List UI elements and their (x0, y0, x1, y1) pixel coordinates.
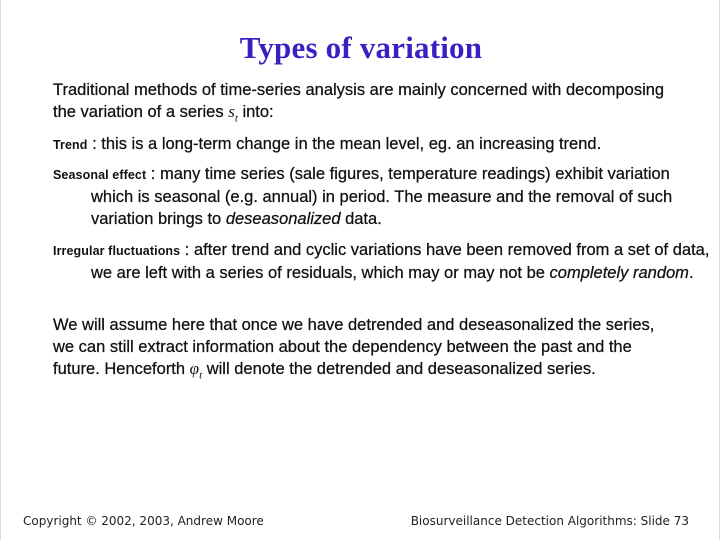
intro-text-before: Traditional methods of time-series analysis are mainly concerned with decomposing the variation of a series (53, 81, 665, 121)
item-trend (53, 133, 711, 156)
item-irregular-text: : after trend and cyclic variations have been removed from a set of data, we are left with a series of residuals, which may or may not be (91, 241, 710, 282)
term-irregular-fluctuations: Irregular fluctuations (53, 244, 181, 258)
intro-text-after: into: (237, 103, 274, 121)
item-irregular-text-end: . (688, 264, 694, 282)
closing-paragraph (53, 314, 673, 386)
item-irregular-fluctuations (53, 239, 711, 284)
footer-copyright: Copyright © 2002, 2003, Andrew Moore (23, 514, 264, 528)
item-seasonal-effect (53, 163, 711, 230)
term-seasonal-effect: Seasonal effect (53, 168, 147, 182)
closing-text-before: We will assume here that once we have detrended and deseasonalized the series, we can still extract information about the dependency between the past and the future. Henceforth (53, 316, 655, 378)
series-symbol-s: $s_t$ (228, 102, 238, 125)
series-symbol-phi: $\varphi_t$ (189, 359, 203, 382)
intro-paragraph (53, 79, 673, 129)
item-seasonal-italic: deseasonalized (225, 210, 341, 228)
term-trend: Trend (53, 138, 88, 152)
closing-text-after: will denote the detrended and deseasonalized series. (202, 360, 596, 378)
item-irregular-italic: completely random (549, 264, 689, 282)
footer-slide-label: Biosurveillance Detection Algorithms: Slide 73 (410, 514, 689, 528)
item-seasonal-text: : many time series (sale figures, temperature readings) exhibit variation which is seasonal (e.g. annual) in period. The measure and the removal of such variation brings to (91, 165, 673, 228)
slide-title: Types of variation (239, 30, 483, 65)
item-trend-text: : this is a long-term change in the mean level, eg. an increasing trend. (87, 135, 602, 153)
item-seasonal-text-end: data. (340, 210, 382, 228)
